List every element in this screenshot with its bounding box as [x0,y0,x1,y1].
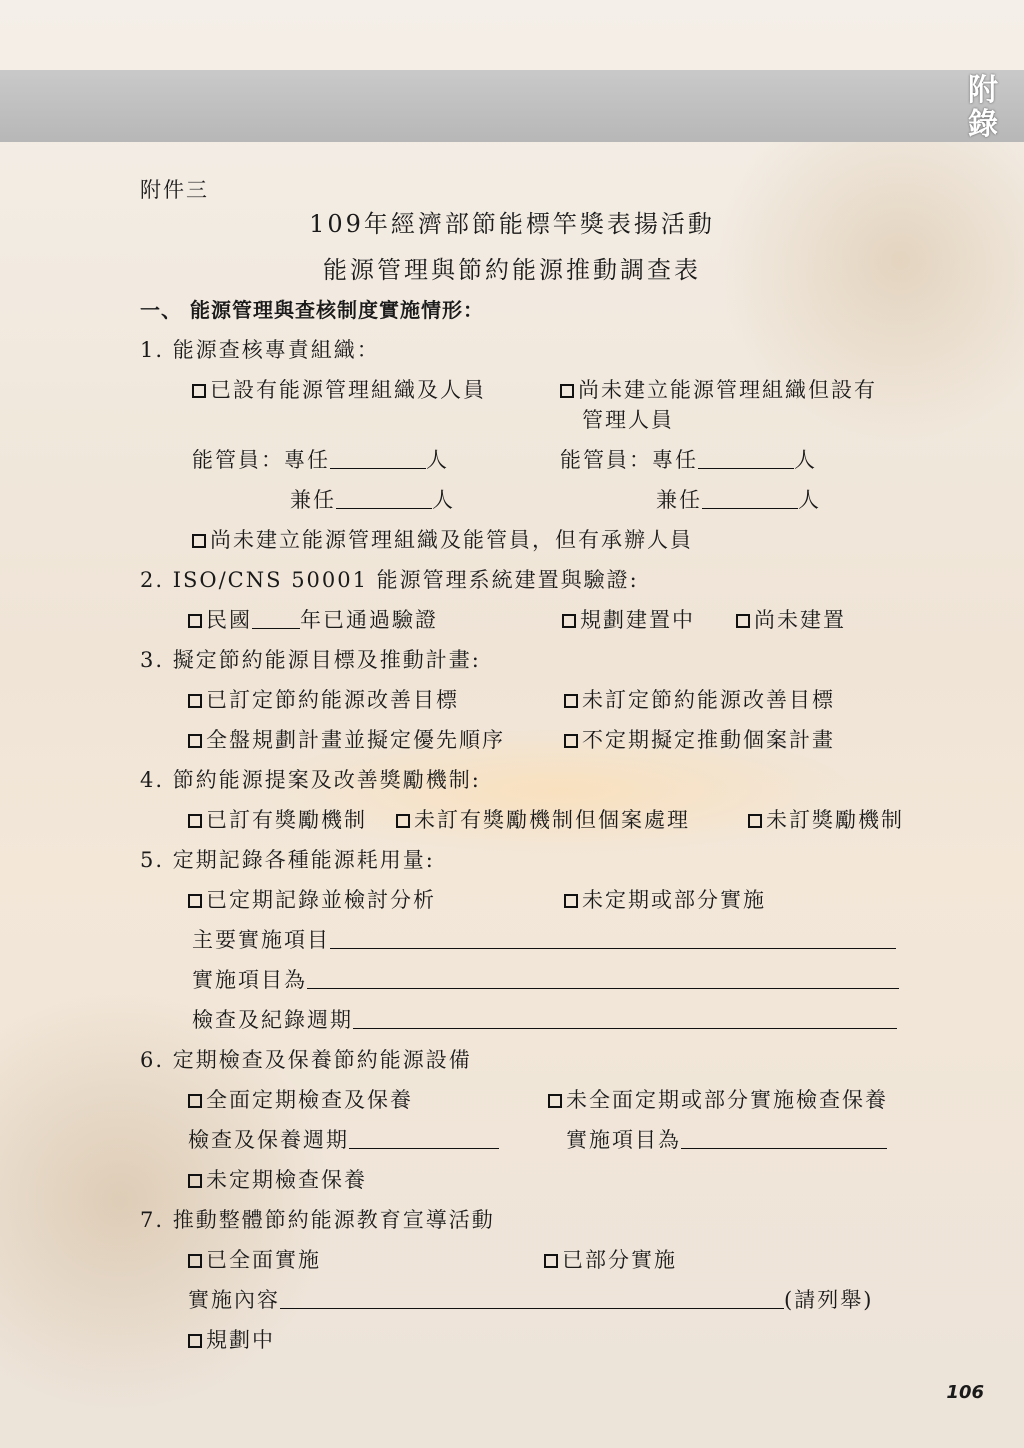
fill-blank[interactable] [280,1290,784,1309]
q3-label: 3. 擬定節約能源目標及推動計畫: [140,648,481,672]
q7-option-b[interactable]: 已部分實施 [544,1244,677,1274]
q6-option-b[interactable]: 未全面定期或部分實施檢查保養 [548,1084,888,1114]
q2-label: 2. ISO/CNS 50001 能源管理系統建置與驗證: [140,568,639,592]
q4-option-a[interactable]: 已訂有獎勵機制 [188,804,367,834]
checkbox[interactable] [188,694,202,708]
checkbox[interactable] [564,894,578,908]
q1-parttime-a: 兼任 人 [290,488,455,512]
fill-blank[interactable] [330,930,896,949]
fill-blank[interactable] [307,970,899,989]
fill-blank[interactable] [353,1010,897,1029]
fill-blank[interactable] [698,450,794,469]
checkbox[interactable] [192,534,206,548]
checkbox[interactable] [192,384,206,398]
attachment-label: 附件三 [140,178,209,202]
section-heading: 一、 能源管理與查核制度實施情形： [140,298,484,322]
q1-option-b-line2: 管理人員 [582,408,674,432]
q6-label: 6. 定期檢查及保養節約能源設備 [140,1048,472,1072]
checkbox[interactable] [748,814,762,828]
checkbox[interactable] [188,1334,202,1348]
appendix-tab: 附錄 [968,73,998,142]
checkbox[interactable] [560,384,574,398]
q5-option-a[interactable]: 已定期記錄並檢討分析 [188,884,436,914]
fill-blank[interactable] [349,1130,499,1149]
checkbox[interactable] [188,1174,202,1188]
header-band [0,70,1024,142]
q1-parttime-b: 兼任 人 [656,488,821,512]
checkbox[interactable] [188,1254,202,1268]
q6-field-items: 實施項目為 [566,1124,887,1154]
q1-fulltime-b: 能管員：專任 人 [560,448,817,472]
checkbox[interactable] [396,814,410,828]
page-number: 106 [946,1382,984,1403]
fill-blank[interactable] [681,1130,887,1149]
checkbox[interactable] [188,1094,202,1108]
q2-option-b[interactable]: 規劃建置中 [562,604,695,634]
q1-option-c[interactable]: 尚未建立能源管理組織及能管員，但有承辦人員 [192,524,693,554]
q5-field-cycle: 檢查及紀錄週期 [192,1004,897,1034]
q3-option-a[interactable]: 已訂定節約能源改善目標 [188,684,459,714]
q3-option-c[interactable]: 全盤規劃計畫並擬定優先順序 [188,724,505,754]
checkbox[interactable] [564,734,578,748]
q5-option-b[interactable]: 未定期或部分實施 [564,884,766,914]
fill-blank[interactable] [702,490,798,509]
q6-field-cycle: 檢查及保養週期 [188,1124,499,1154]
q1-option-b[interactable]: 尚未建立能源管理組織但設有 [560,374,877,404]
checkbox[interactable] [544,1254,558,1268]
q4-label: 4. 節約能源提案及改善獎勵機制: [140,768,481,792]
q1-option-a[interactable]: 已設有能源管理組織及人員 [192,374,486,404]
q4-option-c[interactable]: 未訂獎勵機制 [748,804,904,834]
q5-field-main-items: 主要實施項目 [192,924,896,954]
checkbox[interactable] [188,734,202,748]
q5-label: 5. 定期記錄各種能源耗用量: [140,848,435,872]
q3-option-d[interactable]: 不定期擬定推動個案計畫 [564,724,835,754]
q2-option-a[interactable]: 民國 年已通過驗證 [188,604,438,634]
checkbox[interactable] [188,614,202,628]
q4-option-b[interactable]: 未訂有獎勵機制但個案處理 [396,804,690,834]
checkbox[interactable] [562,614,576,628]
checkbox[interactable] [188,814,202,828]
fill-blank[interactable] [336,490,432,509]
fill-blank[interactable] [330,450,426,469]
q6-option-c[interactable]: 未定期檢查保養 [188,1164,367,1194]
doc-title: 109年經濟部節能標竿獎表揚活動 [309,210,715,238]
q3-option-b[interactable]: 未訂定節約能源改善目標 [564,684,835,714]
q7-field-content: 實施內容 (請列舉) [188,1288,874,1312]
checkbox[interactable] [548,1094,562,1108]
q7-label: 7. 推動整體節約能源教育宣導活動 [140,1208,495,1232]
fill-blank[interactable] [252,610,300,629]
checkbox[interactable] [188,894,202,908]
q6-option-a[interactable]: 全面定期檢查及保養 [188,1084,413,1114]
q1-label: 1. 能源查核專責組織： [140,338,380,362]
q2-option-c[interactable]: 尚未建置 [736,604,846,634]
q7-option-a[interactable]: 已全面實施 [188,1244,321,1274]
q7-option-c[interactable]: 規劃中 [188,1324,275,1354]
checkbox[interactable] [564,694,578,708]
checkbox[interactable] [736,614,750,628]
doc-subtitle: 能源管理與節約能源推動調查表 [323,256,701,284]
q1-fulltime-a: 能管員：專任 人 [192,448,449,472]
q5-field-items: 實施項目為 [192,964,899,994]
